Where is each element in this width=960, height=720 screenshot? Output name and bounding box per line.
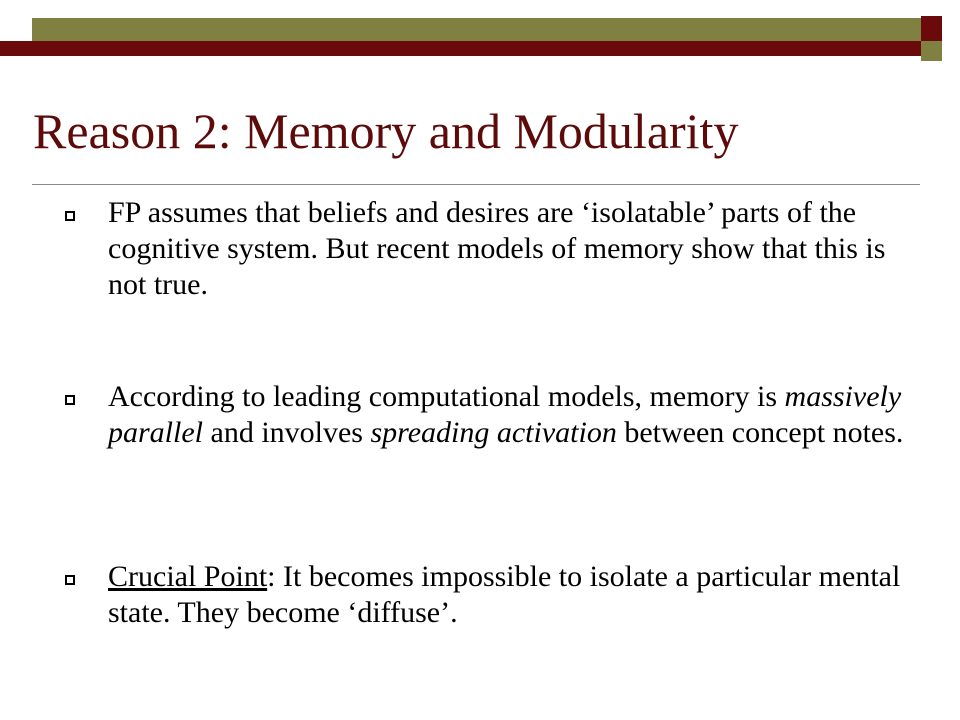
olive-stripe	[32, 18, 942, 41]
maroon-stripe	[0, 41, 921, 56]
slide-title: Reason 2: Memory and Modularity	[33, 103, 739, 159]
bullet-text-2	[108, 379, 908, 451]
bullet-2-emphasis-1: massively parallel	[108, 380, 902, 449]
bullet-3-lead: Crucial Point	[108, 560, 268, 593]
bullet-2-emphasis-2: spreading activation	[370, 416, 617, 449]
hollow-square-icon	[65, 575, 75, 585]
bullet-2-part-2: and involves	[203, 416, 371, 449]
header-decoration	[0, 0, 960, 72]
bullet-2-part-3: between concept notes.	[616, 416, 904, 449]
corner-square-olive	[921, 41, 942, 61]
hollow-square-icon	[65, 395, 75, 405]
bullet-text-3	[108, 559, 908, 631]
bullet-2-part-1: According to leading computational models, memory is	[108, 380, 785, 413]
bullet-text-1: FP assumes that beliefs and desires are ‘isolatable’ parts of the cognitive system. But recent models of memory show that this is not true.	[108, 196, 886, 301]
bullet-3-rest: : It becomes impossible to isolate a particular mental state. They become ‘diffuse’.	[108, 560, 901, 629]
title-divider	[32, 184, 920, 185]
hollow-square-icon	[65, 211, 75, 221]
